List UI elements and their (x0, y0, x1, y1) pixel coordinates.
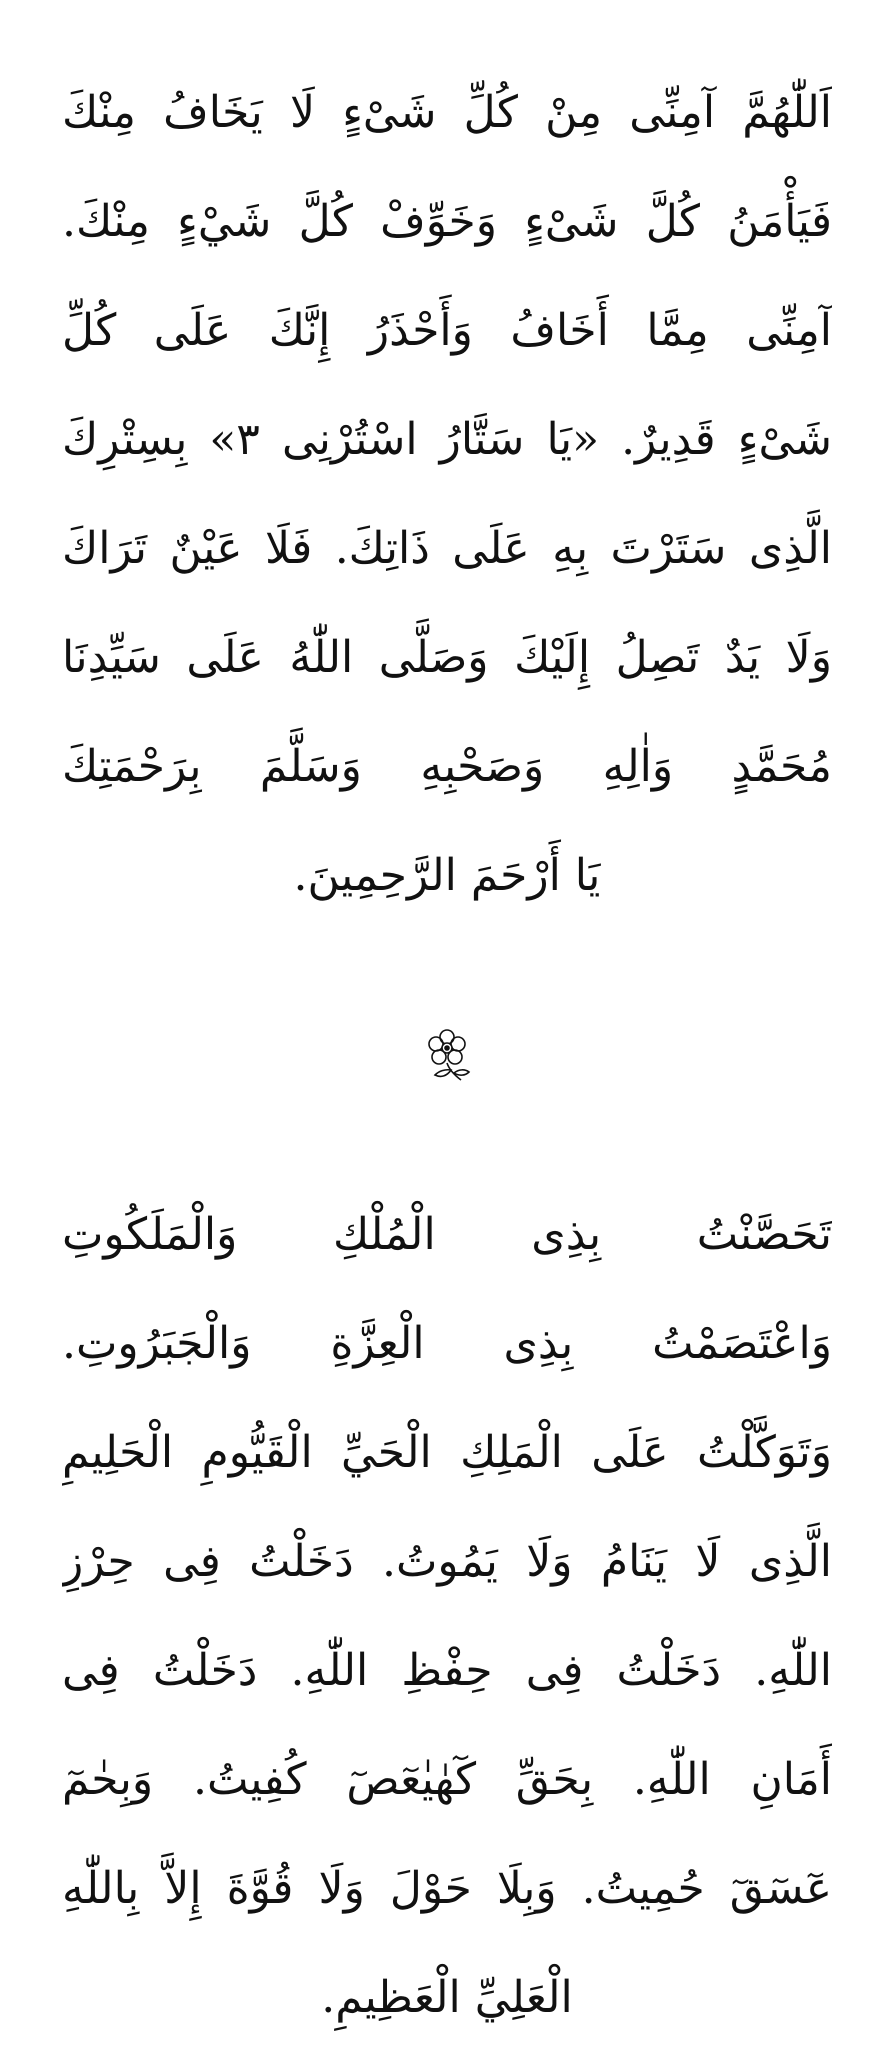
paragraph-2 (62, 1180, 832, 2052)
text-line: اللّٰهِ. دَخَلْتُ فِى حِفْظِ اللّٰهِ. دَخَلْتُ فِى (62, 1645, 832, 1696)
paragraph-1 (62, 58, 832, 930)
text-line: فَيَأْمَنُ كُلَّ شَىْءٍ وَخَوِّفْ كُلَّ شَيْءٍ مِنْكَ. (62, 196, 832, 247)
text-line-last: يَا أَرْحَمَ الرَّحِمِينَ. (293, 850, 601, 901)
text-line: آمِنِّى مِمَّا أَخَافُ وَأَحْذَرُ إِنَّكَ عَلَى كُلِّ (62, 305, 832, 356)
text-line: الَّذِى لَا يَنَامُ وَلَا يَمُوتُ. دَخَلْتُ فِى حِرْزِ (62, 1536, 832, 1587)
text-line-last: الْعَلِيِّ الْعَظِيمِ. (321, 1972, 573, 2023)
text-line: الَّذِى سَتَرْتَ بِهِ عَلَى ذَاتِكَ. فَلَا عَيْنٌ تَرَاكَ (62, 523, 832, 574)
text-line: شَىْءٍ قَدِيرٌ. «يَا سَتَّارُ اسْتُرْنِى ٣» بِسِتْرِكَ (62, 414, 832, 465)
text-line: اَللّٰهُمَّ آمِنِّى مِنْ كُلِّ شَىْءٍ لَا يَخَافُ مِنْكَ (62, 87, 832, 138)
text-line: مُحَمَّدٍ وَاٰلِهِ وَصَحْبِهِ وَسَلَّمَ بِرَحْمَتِكَ (62, 741, 832, 792)
text-line: وَلَا يَدٌ تَصِلُ إِلَيْكَ وَصَلَّى اللّٰهُ عَلَى سَيِّدِنَا (62, 632, 832, 683)
text-line: وَتَوَكَّلْتُ عَلَى الْمَلِكِ الْحَيِّ الْقَيُّومِ الْحَلِيمِ (62, 1427, 832, 1478)
flower-icon (421, 1025, 473, 1085)
section-divider (62, 930, 832, 1180)
text-line: وَاعْتَصَمْتُ بِذِى الْعِزَّةِ وَالْجَبَرُوتِ. (62, 1318, 832, 1369)
text-line: عٓسٓقٓ حُمِيتُ. وَبِلَا حَوْلَ وَلَا قُوَّةَ إِلاَّ بِاللّٰهِ (62, 1863, 832, 1914)
text-line: تَحَصَّنْتُ بِذِى الْمُلْكِ وَالْمَلَكُوتِ (62, 1209, 832, 1260)
text-line: أَمَانِ اللّٰهِ. بِحَقِّ كٓهٰيٰعٓصٓ كُفِيتُ. وَبِحٰمٓ (62, 1754, 832, 1805)
